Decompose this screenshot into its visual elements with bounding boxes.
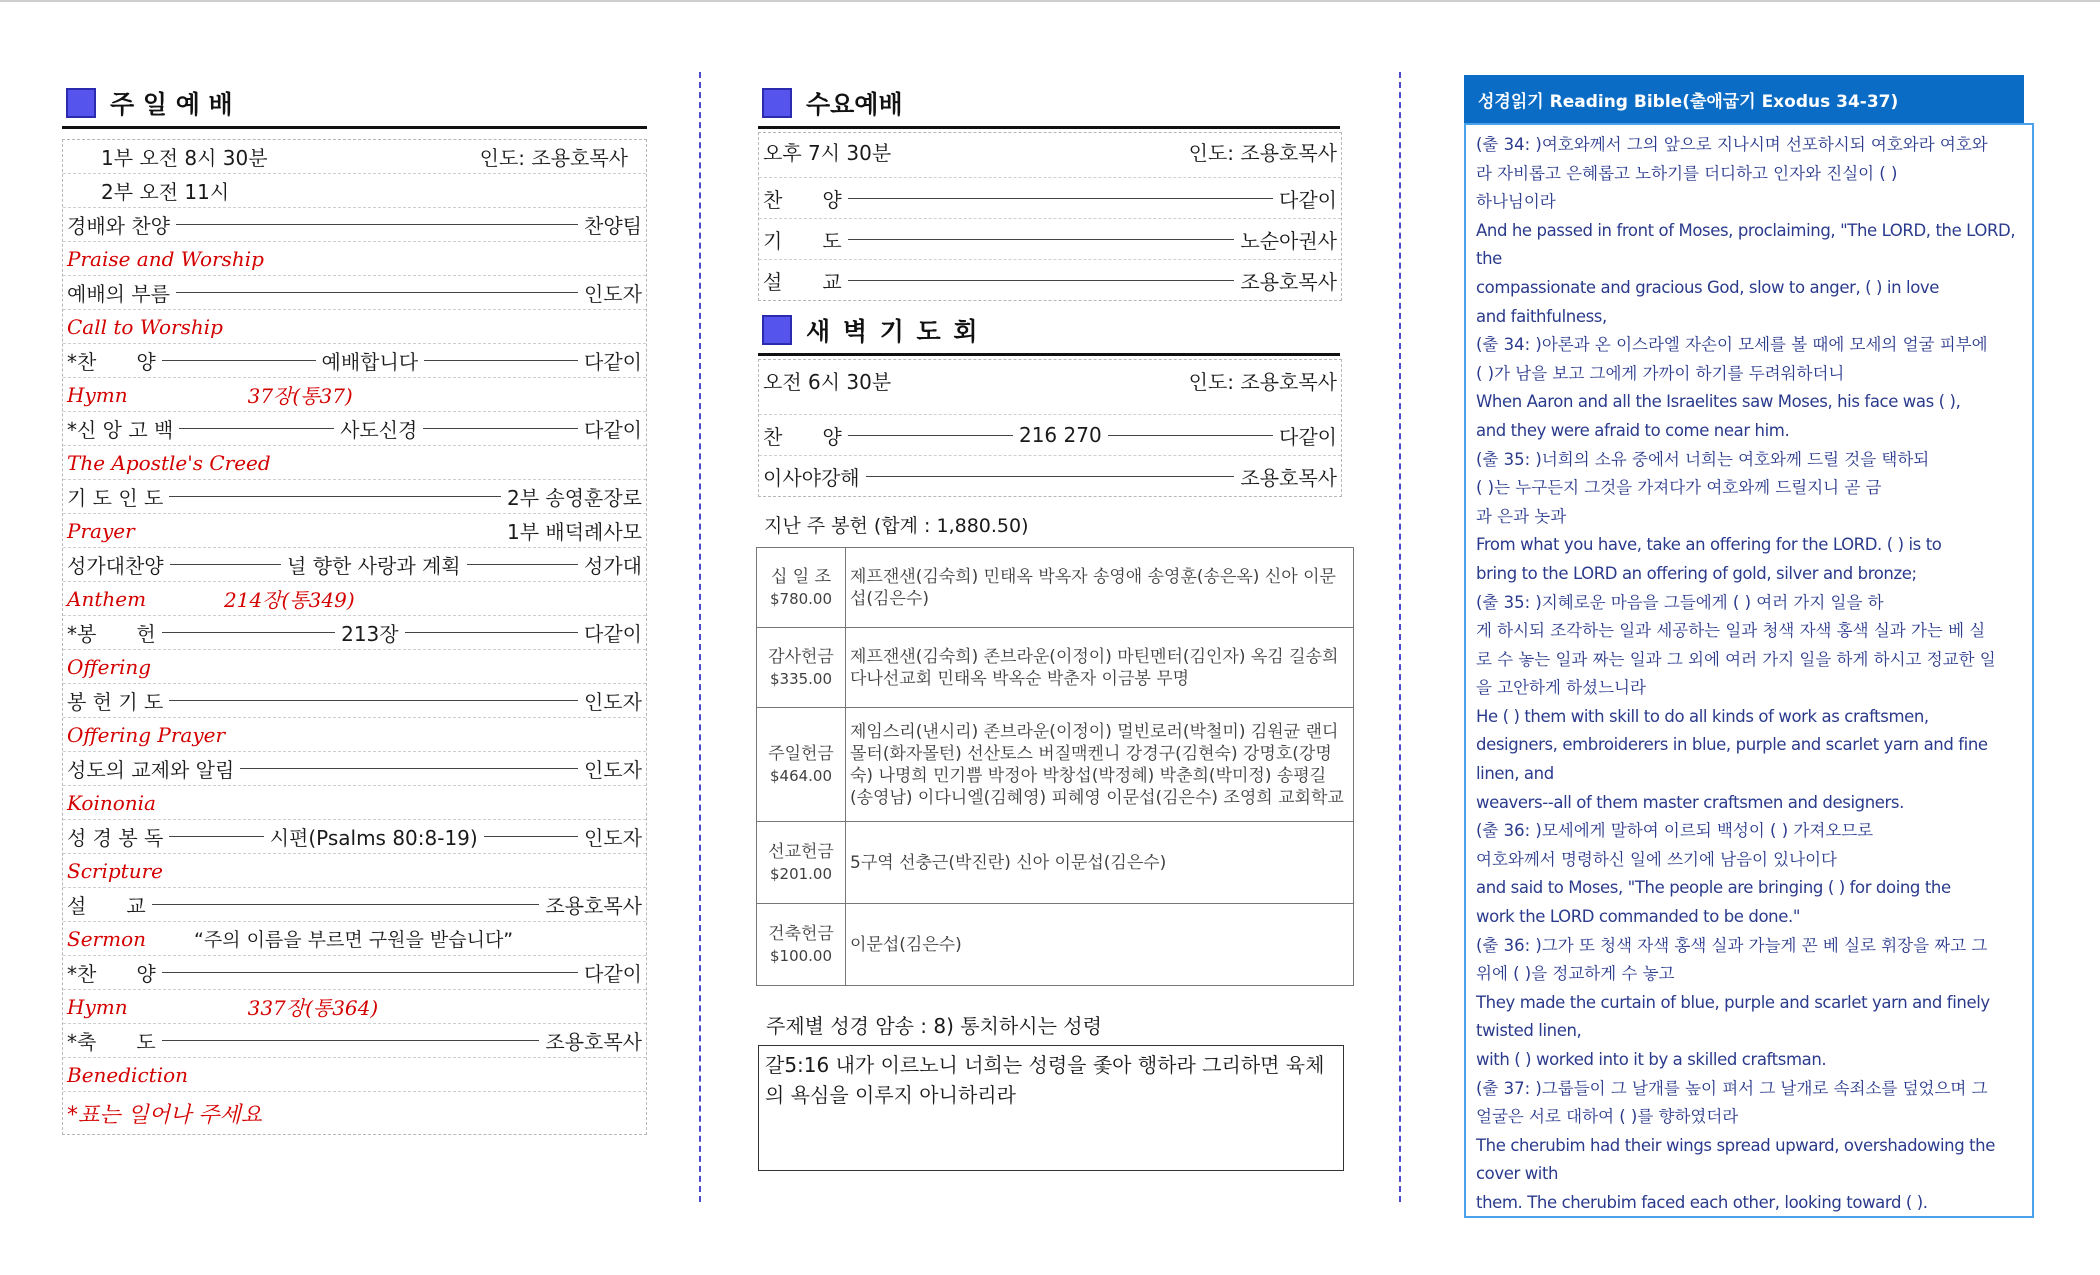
standing-note: *표는 일어나 주세요 [67, 1102, 263, 1128]
item-english-middle: 37장(통37) [247, 384, 353, 408]
item-korean-label: 성가대찬양 [67, 554, 164, 578]
item-korean-label: 경배와 찬양 [67, 214, 170, 238]
offering-type: 주일헌금 [768, 743, 834, 764]
bible-line: work the LORD commanded to be done." [1476, 907, 1801, 927]
bible-line: They made the curtain of blue, purple and scarlet yarn and finely twisted linen, [1476, 992, 1990, 1041]
column-separator-1 [699, 72, 701, 1202]
offering-type: 선교헌금 [768, 841, 834, 862]
dawn-hymn-number: 216 270 [1018, 423, 1102, 447]
leader-line [169, 700, 578, 701]
wednesday-time-row [759, 133, 1341, 178]
item-english-middle: 214장(통349) [224, 588, 355, 612]
bible-line: them. The cherubim faced each other, looking toward ( ). [1476, 1192, 1928, 1212]
worship-item-row [63, 276, 646, 310]
item-korean-label: 성 경 봉 독 [67, 826, 164, 850]
bible-line: From what you have, take an offering for the LORD. ( ) is to [1476, 535, 1942, 555]
bible-line: 라 자비롭고 은혜롭고 노하기를 더디하고 인자와 진실이 ( ) [1476, 163, 1898, 183]
section-square-icon [762, 315, 792, 345]
bible-line: (출 36: )그가 또 청색 자색 홍색 실과 가늘게 꼰 베 실로 휘장을 짜고 그 [1476, 935, 1988, 955]
wednesday-leader: 인도: 조용호목사 [1188, 141, 1337, 165]
offering-names-cell [846, 822, 1354, 904]
sunday-title: 주 일 예 배 [110, 90, 233, 119]
worship-item-english-row [63, 922, 646, 956]
memory-verse-box [758, 1045, 1344, 1171]
leader-line [162, 632, 335, 633]
offering-amount: $335.00 [769, 669, 833, 688]
leader-line [176, 292, 578, 293]
second-service-row [63, 174, 646, 208]
item-english-label: Koinonia [67, 790, 156, 815]
wednesday-items-list [759, 178, 1341, 300]
item-middle: 예배합니다 [321, 350, 419, 374]
worship-item-row [63, 752, 646, 786]
bible-line: and faithfulness, [1476, 306, 1607, 326]
dawn-box [758, 359, 1342, 497]
worship-item-row [63, 208, 646, 242]
item-korean-label: *신 앙 고 백 [67, 418, 174, 442]
section-square-icon [762, 88, 792, 118]
worship-item-row [63, 548, 646, 582]
worship-item-english-row [63, 854, 646, 888]
bible-line: ( )는 누구든지 그것을 가져다가 여호와께 드릴지니 곧 금 [1476, 478, 1882, 498]
dawn-isaiah-row [759, 456, 1341, 496]
offering-type-cell [757, 904, 846, 986]
bible-line: and they were afraid to come near him. [1476, 420, 1790, 440]
section-square-icon [66, 88, 96, 118]
leader-line [484, 836, 578, 837]
worship-item-english-row [63, 786, 646, 820]
offering-names: 제프잰샌(김숙희) 존브라운(이정이) 마틴멘터(김인자) 옥김 길송희 다나선교회 민태옥 박옥순 박춘자 이금봉 무명 [850, 646, 1339, 689]
worship-item-english-row [63, 718, 646, 752]
leader-line [179, 428, 334, 429]
bible-line: designers, embroiderers in blue, purple and scarlet yarn and fine linen, and [1476, 735, 1988, 784]
bible-line: 과 은과 놋과 [1476, 506, 1567, 526]
leader-line [176, 224, 578, 225]
item-right: 찬양팀 [584, 214, 642, 238]
leader-line [848, 239, 1235, 240]
offering-names: 제임스리(낸시리) 존브라운(이정이) 멀빈로러(박철미) 김원균 랜디몰터(화자몰턴) 선산토스 버질맥켄니 강경구(김현숙) 강명호(강명숙) 나명희 민기쁨 박정아 박창섭(박정혜) 박춘희(박미정) 송평길(송영남) 이다니엘(김혜영) 피혜영 이문섭(김은수) 조영희 교회학교 [850, 721, 1344, 808]
bible-line: ( )가 남을 보고 그에게 가까이 하기를 두려워하더니 [1476, 363, 1845, 383]
leader-line [866, 476, 1235, 477]
item-middle: 사도신경 [340, 418, 418, 442]
leader-line [162, 1040, 540, 1041]
offering-names-cell [846, 708, 1354, 822]
wednesday-time: 오후 7시 30분 [763, 141, 892, 165]
dawn-isaiah-label: 이사야강해 [763, 465, 860, 490]
offering-names: 제프잰샌(김숙희) 민태옥 박옥자 송영애 송영훈(송은옥) 신아 이문섭(김은수) [850, 566, 1336, 609]
standing-note-row [63, 1092, 646, 1134]
offering-type-cell [757, 822, 846, 904]
wednesday-title-bar [758, 80, 1340, 129]
leader-line [1108, 435, 1273, 436]
second-service-time: 2부 오전 11시 [101, 180, 230, 204]
item-english-label: Sermon [67, 926, 146, 951]
offering-type: 십 일 조 [770, 566, 832, 587]
bible-line: 하나님이라 [1476, 192, 1556, 212]
leader-line [467, 564, 578, 565]
dawn-isaiah-right: 조용호목사 [1240, 465, 1337, 490]
bible-line: When Aaron and all the Israelites saw Moses, his face was ( ), [1476, 392, 1961, 412]
worship-item-english-row [63, 446, 646, 480]
dawn-title: 새 벽 기 도 회 [806, 317, 980, 346]
worship-item-row [63, 344, 646, 378]
wednesday-item-row [759, 260, 1341, 300]
worship-item-row [63, 684, 646, 718]
leader-line [848, 198, 1273, 199]
worship-item-row [63, 956, 646, 990]
worship-item-english-row [63, 514, 646, 548]
item-english-label: Hymn [67, 382, 128, 407]
offering-type-cell [757, 548, 846, 628]
item-english-label: Scripture [67, 858, 163, 883]
bible-line: And he passed in front of Moses, proclaiming, "The LORD, the LORD, the [1476, 220, 2016, 269]
leader-line [423, 428, 578, 429]
offering-names-cell [846, 904, 1354, 986]
offering-row [757, 708, 1354, 822]
item-right: 인도자 [584, 282, 642, 306]
offering-amount: $201.00 [769, 864, 833, 883]
sunday-worship-column [62, 80, 647, 1135]
worship-item-english-row [63, 242, 646, 276]
worship-item-row [63, 480, 646, 514]
bible-line: and said to Moses, "The people are bringing ( ) for doing the [1476, 878, 1951, 898]
sunday-leader: 인도: 조용호목사 [479, 146, 628, 170]
first-service-row [63, 140, 646, 174]
wednesday-item-value: 노순아권사 [1240, 228, 1337, 253]
bible-line: 여호와께서 명령하신 일에 쓰기에 남음이 있나이다 [1476, 849, 1837, 869]
leader-line [152, 904, 540, 905]
offering-row [757, 822, 1354, 904]
offering-row [757, 904, 1354, 986]
worship-item-english-row [63, 650, 646, 684]
bible-line: with ( ) worked into it by a skilled craftsman. [1476, 1050, 1827, 1069]
bible-reading-title: 성경읽기 Reading Bible(출애굽기 Exodus 34-37) [1478, 91, 1899, 112]
item-right: 다같이 [584, 622, 643, 646]
item-middle: 시편(Psalms 80:8-19) [269, 826, 478, 850]
item-middle: 널 향한 사랑과 계획 [287, 554, 461, 578]
offering-names: 이문섭(김은수) [850, 934, 962, 955]
wednesday-item-value: 조용호목사 [1240, 269, 1337, 294]
worship-item-row [63, 412, 646, 446]
offering-amount: $780.00 [769, 589, 833, 608]
bible-line: (출 37: )그룹들이 그 날개를 높이 펴서 그 날개로 속죄소를 덮었으며 그 [1476, 1078, 1988, 1098]
offering-row [757, 548, 1354, 628]
item-right: 성가대 [584, 554, 642, 578]
item-english-label: The Apostle's Creed [67, 450, 271, 475]
bible-line: bring to the LORD an offering of gold, silver and bronze; [1476, 563, 1917, 583]
sunday-order-box [62, 139, 647, 1135]
item-korean-label: 기 도 인 도 [67, 486, 164, 510]
sunday-title-bar [62, 80, 647, 129]
bible-line: He ( ) them with skill to do all kinds of work as craftsmen, [1476, 706, 1929, 726]
bible-line: 로 수 놓는 일과 짜는 일과 그 외에 여러 가지 일을 하게 하시고 정교한 일 [1476, 649, 1996, 669]
offering-title: 지난 주 봉헌 (합계 : 1,880.50) [764, 515, 1029, 537]
dawn-time: 오전 6시 30분 [763, 370, 892, 394]
offering-row [757, 628, 1354, 708]
worship-item-english-row [63, 1058, 646, 1092]
worship-item-row [63, 888, 646, 922]
bible-line: (출 35: )지혜로운 마음을 그들에게 ( ) 여러 가지 일을 하 [1476, 592, 1884, 612]
worship-item-row [63, 616, 646, 650]
dawn-leader: 인도: 조용호목사 [1188, 370, 1337, 394]
bible-reading-box [1464, 123, 2034, 1218]
wednesday-item-row [759, 219, 1341, 260]
item-right: 조용호목사 [545, 894, 642, 918]
first-service-time: 1부 오전 8시 30분 [101, 146, 268, 170]
bible-line: 위에 ( )을 정교하게 수 놓고 [1476, 964, 1675, 984]
offering-names: 5구역 선충근(박진란) 신아 이문섭(김은수) [850, 852, 1167, 873]
leader-line [169, 496, 501, 497]
worship-item-english-row [63, 582, 646, 616]
bible-reading-title-bar [1464, 75, 2024, 123]
item-right: 다같이 [584, 418, 643, 442]
wednesday-item-value: 다같이 [1279, 187, 1337, 212]
dawn-hymn-label: 찬 양 [763, 424, 842, 449]
worship-item-row [63, 820, 646, 854]
item-middle: 213장 [341, 622, 399, 646]
item-korean-label: 예배의 부름 [67, 282, 170, 306]
wednesday-item-label: 찬 양 [763, 187, 842, 212]
wednesday-title: 수요예배 [806, 90, 903, 119]
item-english-middle: 337장(통364) [247, 996, 379, 1020]
offering-table [756, 547, 1354, 986]
offering-type: 감사헌금 [768, 646, 834, 667]
item-english-label: Offering Prayer [67, 722, 226, 747]
worship-item-english-row [63, 378, 646, 412]
item-right: 다같이 [584, 962, 642, 986]
leader-line [848, 435, 1013, 436]
bible-line: 게 하시되 조각하는 일과 세공하는 일과 청색 자색 홍색 실과 가는 베 실 [1476, 621, 1986, 641]
worship-item-english-row [63, 310, 646, 344]
item-korean-label: *찬 양 [67, 350, 156, 374]
top-border [0, 0, 2100, 2]
leader-line [170, 564, 281, 565]
bible-line: compassionate and gracious God, slow to anger, ( ) in love [1476, 277, 1940, 297]
bible-line: (출 36: )모세에게 말하여 이르되 백성이 ( ) 가져오므로 [1476, 821, 1874, 841]
bible-line: (출 34: )아론과 온 이스라엘 자손이 모세를 볼 때에 모세의 얼굴 피부에 [1476, 335, 1988, 355]
item-english-label: Praise and Worship [67, 246, 264, 271]
item-english-label: Hymn [67, 994, 128, 1019]
leader-line [162, 360, 316, 361]
item-right: 인도자 [584, 758, 642, 782]
memory-verse: 갈5:16 내가 이르노니 너희는 성령을 좇아 행하라 그리하면 육체의 욕심을 이루지 아니하리라 [765, 1053, 1325, 1107]
wednesday-item-label: 기 도 [763, 228, 842, 253]
leader-line [848, 280, 1235, 281]
item-english-label: Anthem [67, 586, 147, 611]
item-english-label: Benediction [67, 1062, 189, 1087]
item-english-label: Call to Worship [67, 314, 223, 339]
item-english-middle: “주의 이름을 부르면 구원을 받습니다” [193, 929, 514, 951]
sunday-items-list [63, 208, 646, 1092]
memory-title: 주제별 성경 암송 : 8) 통치하시는 성령 [766, 1014, 1102, 1038]
wednesday-box [758, 132, 1342, 301]
offering-names-cell [846, 548, 1354, 628]
offering-amount: $464.00 [769, 766, 833, 785]
offering-type: 건축헌금 [768, 923, 834, 944]
item-right: 2부 송영훈장로 [506, 486, 642, 510]
offering-names-cell [846, 628, 1354, 708]
leader-line [424, 360, 578, 361]
dawn-hymn-right: 다같이 [1279, 424, 1338, 449]
worship-item-row [63, 1024, 646, 1058]
offering-amount: $100.00 [769, 946, 833, 965]
leader-line [405, 632, 578, 633]
item-right: 인도자 [584, 690, 642, 714]
leader-line [240, 768, 578, 769]
leader-line [162, 972, 578, 973]
bible-line: (출 35: )너희의 소유 중에서 너희는 여호와께 드릴 것을 택하되 [1476, 449, 1930, 469]
leader-line [169, 836, 263, 837]
item-english-label: Prayer [67, 518, 135, 543]
item-english-right: 1부 배덕례사모 [506, 520, 642, 544]
item-right: 인도자 [584, 826, 643, 850]
dawn-hymn-row [759, 415, 1341, 456]
worship-item-english-row [63, 990, 646, 1024]
bible-line: The cherubim had their wings spread upward, overshadowing the cover with [1476, 1135, 1995, 1184]
bible-line: (출 34: )여호와께서 그의 앞으로 지나시며 선포하시되 여호와라 여호와 [1476, 135, 1988, 154]
bible-line: weavers--all of them master craftsmen and designers. [1476, 792, 1904, 812]
dawn-title-bar [758, 307, 1340, 356]
item-korean-label: 설 교 [67, 894, 146, 918]
dawn-time-row [759, 360, 1341, 415]
wednesday-item-row [759, 178, 1341, 219]
item-korean-label: *봉 헌 [67, 622, 156, 646]
item-right: 조용호목사 [545, 1030, 642, 1054]
middle-column [758, 80, 1358, 1171]
item-korean-label: 봉 헌 기 도 [67, 690, 164, 714]
bible-line: 을 고안하게 하셨느니라 [1476, 678, 1646, 698]
offering-type-cell [757, 708, 846, 822]
column-separator-2 [1399, 72, 1401, 1202]
item-english-label: Offering [67, 654, 152, 679]
item-korean-label: *찬 양 [67, 962, 156, 986]
bible-line: 얼굴은 서로 대하여 ( )를 향하였더라 [1476, 1107, 1739, 1127]
item-korean-label: 성도의 교제와 알림 [67, 758, 235, 782]
wednesday-item-label: 설 교 [763, 269, 842, 294]
item-right: 다같이 [584, 350, 642, 374]
item-korean-label: *축 도 [67, 1030, 156, 1054]
offering-type-cell [757, 628, 846, 708]
